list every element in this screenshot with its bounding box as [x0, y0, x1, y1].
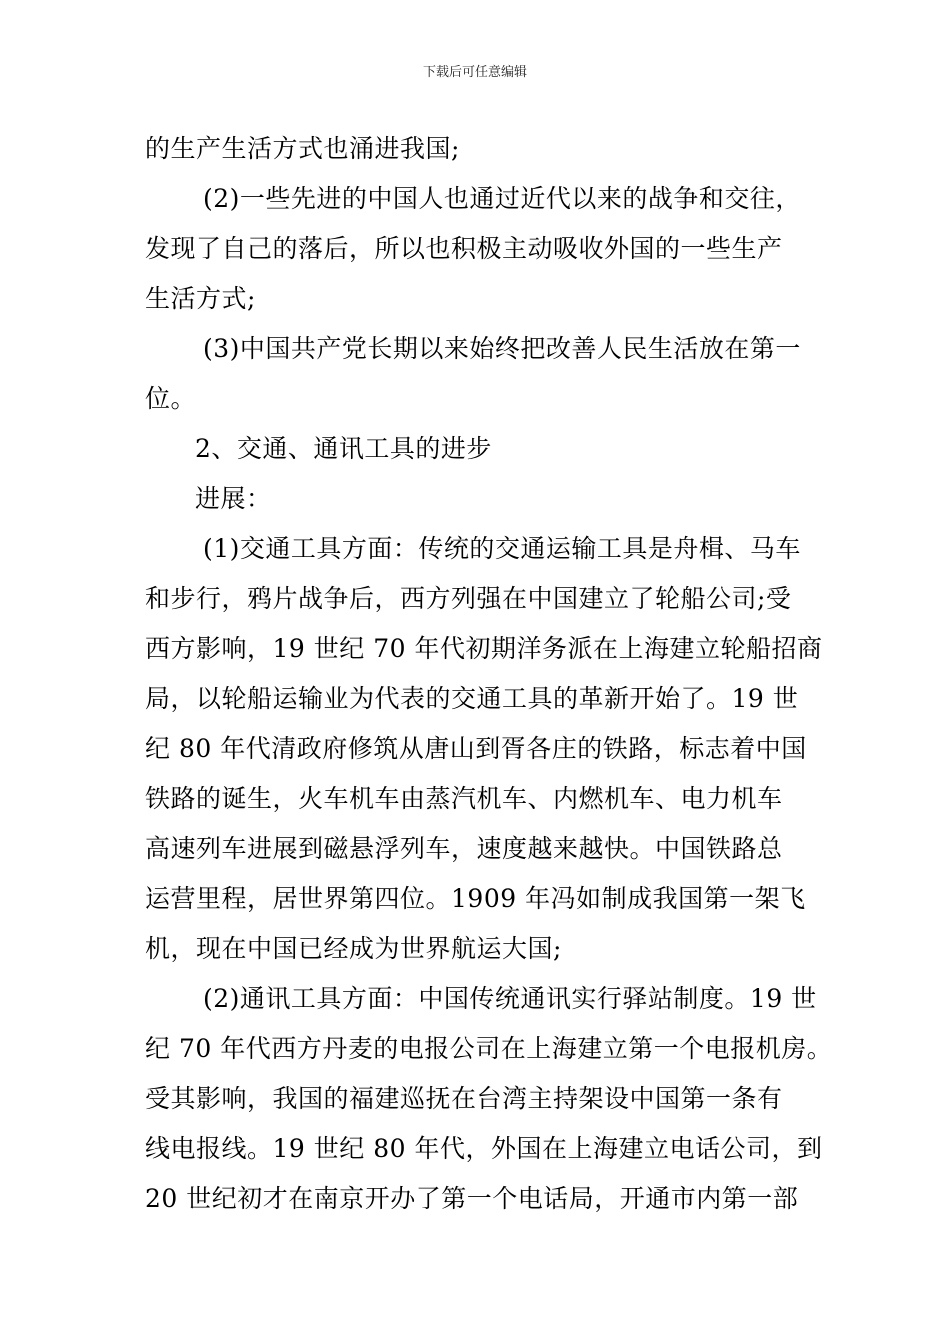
document-body — [145, 124, 833, 1224]
text-line: 发现了自己的落后，所以也积极主动吸收外国的一些生产 — [145, 234, 783, 263]
text-line: (2)通讯工具方面：中国传统通讯实行驿站制度。19 世 — [203, 984, 817, 1013]
text-line: 受其影响，我国的福建巡抚在台湾主持架设中国第一条有 — [145, 1084, 783, 1113]
section-heading: 2、交通、通讯工具的进步 — [195, 434, 492, 463]
text-line: 位。 — [145, 384, 197, 413]
text-line: (1)交通工具方面：传统的交通运输工具是舟楫、马车 — [203, 534, 801, 563]
text-line: 纪 70 年代西方丹麦的电报公司在上海建立第一个电报机房。 — [145, 1034, 833, 1063]
text-line: 的生产生活方式也涌进我国; — [145, 134, 460, 163]
text-line: 高速列车进展到磁悬浮列车，速度越来越快。中国铁路总 — [145, 834, 783, 863]
text-line: (2)一些先进的中国人也通过近代以来的战争和交往， — [203, 184, 801, 213]
text-line: 20 世纪初才在南京开办了第一个电话局，开通市内第一部 — [145, 1184, 799, 1213]
text-line: 局，以轮船运输业为代表的交通工具的革新开始了。19 世 — [145, 684, 799, 713]
text-line: (3)中国共产党长期以来始终把改善人民生活放在第一 — [203, 334, 801, 363]
text-line: 西方影响，19 世纪 70 年代初期洋务派在上海建立轮船招商 — [145, 634, 823, 663]
text-line: 纪 80 年代清政府修筑从唐山到胥各庄的铁路，标志着中国 — [145, 734, 807, 763]
text-line: 机，现在中国已经成为世界航运大国; — [145, 934, 562, 963]
text-line: 线电报线。19 世纪 80 年代，外国在上海建立电话公司，到 — [145, 1134, 823, 1163]
text-line: 铁路的诞生，火车机车由蒸汽机车、内燃机车、电力机车 — [145, 784, 783, 813]
page-header: 下载后可任意编辑 — [422, 65, 527, 80]
text-line: 和步行，鸦片战争后，西方列强在中国建立了轮船公司;受 — [145, 584, 792, 613]
text-line: 进展： — [195, 484, 272, 513]
text-line: 生活方式; — [145, 284, 256, 313]
text-line: 运营里程，居世界第四位。1909 年冯如制成我国第一架飞 — [145, 884, 806, 913]
